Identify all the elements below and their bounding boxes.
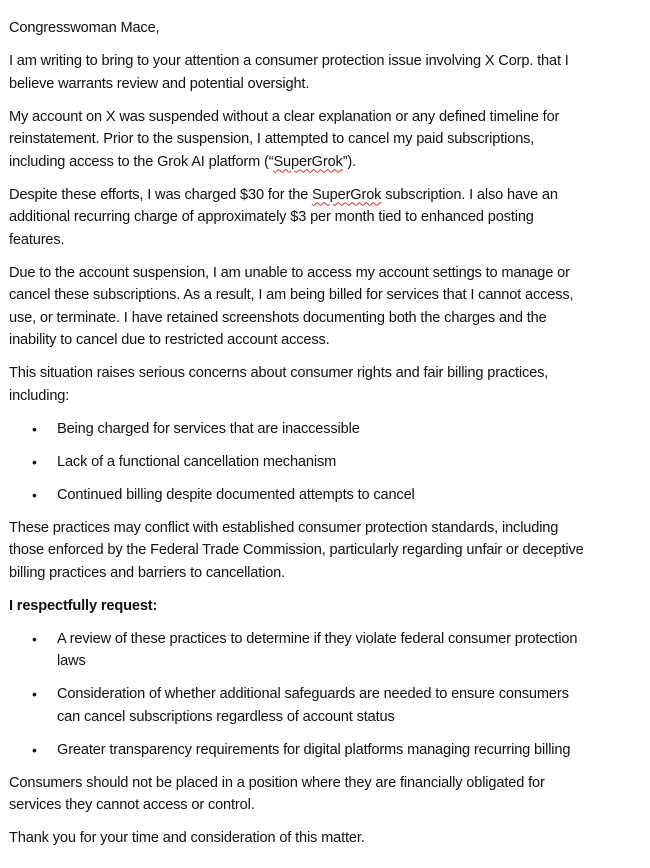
text-line: [9, 772, 584, 795]
text-line: [9, 539, 584, 562]
text-line: [9, 128, 584, 151]
text-segment: Greater transparency requirements for digital platforms managing recurring billing: [57, 741, 571, 758]
spelling-flagged-word: SuperGrok: [273, 153, 343, 170]
paragraph: [9, 362, 584, 407]
text-segment: those enforced by the Federal Trade Commission, particularly regarding unfair or deceptive: [9, 542, 584, 558]
bullet-icon: •: [32, 486, 37, 503]
text-segment: including:: [9, 387, 70, 404]
text-segment: Consumers should not be placed in a position where they are financially obligated for: [9, 774, 545, 791]
text-line: [57, 418, 584, 441]
text-segment: inability to cancel due to restricted account access.: [9, 332, 330, 348]
text-segment: can cancel subscriptions regardless of account status: [57, 708, 395, 725]
paragraph: [9, 827, 584, 850]
text-line: [9, 206, 584, 229]
bullet-item: [9, 418, 584, 441]
text-segment: I respectfully request:: [9, 597, 158, 614]
paragraph: [9, 50, 584, 95]
spelling-flagged-word: SuperGrok: [312, 186, 382, 203]
paragraph: [9, 262, 584, 352]
text-line: [9, 73, 584, 96]
bullet-item: [9, 628, 584, 673]
text-line: [57, 628, 584, 651]
text-segment: Thank you for your time and consideration of this matter.: [9, 830, 365, 846]
text-line: [9, 827, 584, 850]
text-line: [57, 451, 584, 474]
text-segment: subscription. I also have an: [381, 186, 558, 203]
text-segment: ”).: [342, 153, 357, 170]
text-line: [9, 329, 584, 352]
paragraph: [9, 184, 584, 252]
text-line: [9, 17, 584, 40]
text-segment: A review of these practices to determine if they violate federal consumer protection: [57, 630, 578, 647]
text-line: [57, 484, 584, 507]
text-segment: believe warrants review and potential oversight.: [9, 75, 310, 92]
bullet-icon: •: [32, 630, 37, 647]
paragraph: [9, 517, 584, 585]
text-line: [9, 284, 584, 307]
text-line: [57, 650, 584, 673]
text-line: [9, 307, 584, 330]
bullet-item: [9, 683, 584, 728]
text-line: [9, 151, 584, 174]
text-line: [9, 106, 584, 129]
text-segment: additional recurring charge of approximately $3 per month tied to enhanced posting: [9, 209, 534, 225]
text-segment: Consideration of whether additional safeguards are needed to ensure consumers: [57, 686, 569, 702]
text-segment: reinstatement. Prior to the suspension, I attempted to cancel my paid subscriptions,: [9, 131, 535, 147]
text-line: [9, 50, 584, 73]
paragraph: [9, 772, 584, 817]
bullet-item: [9, 484, 584, 507]
bullet-icon: •: [32, 420, 37, 437]
text-line: [57, 683, 584, 706]
text-segment: billing practices and barriers to cancellation.: [9, 564, 286, 581]
bullet-icon: •: [32, 453, 37, 470]
text-line: [9, 362, 584, 385]
bullet-item: [9, 451, 584, 474]
text-segment: This situation raises serious concerns about consumer rights and fair billing practices,: [9, 365, 549, 381]
text-segment: My account on X was suspended without a clear explanation or any defined timeline for: [9, 108, 560, 125]
text-segment: use, or terminate. I have retained screenshots documenting both the charges and the: [9, 309, 547, 326]
text-segment: Continued billing despite documented attempts to cancel: [57, 486, 415, 503]
text-segment: laws: [57, 653, 86, 669]
text-line: [57, 706, 584, 729]
text-line: [57, 739, 584, 762]
paragraph: [9, 17, 584, 40]
bullet-icon: •: [32, 741, 37, 758]
text-line: [9, 562, 584, 585]
bullet-icon: •: [32, 686, 37, 702]
text-segment: Due to the account suspension, I am unable to access my account settings to manage or: [9, 264, 570, 281]
text-line: [9, 262, 584, 285]
text-line: [9, 229, 584, 252]
text-segment: These practices may conflict with established consumer protection standards, including: [9, 519, 559, 536]
text-segment: including access to the Grok AI platform (“: [9, 153, 274, 170]
text-line: [9, 794, 584, 817]
text-line: [9, 385, 584, 408]
bullet-item: [9, 739, 584, 762]
text-segment: features.: [9, 231, 65, 248]
text-line: [9, 184, 584, 207]
paragraph: [9, 595, 584, 618]
text-line: [9, 517, 584, 540]
text-segment: I am writing to bring to your attention a consumer protection issue involving X Corp. that I: [9, 53, 569, 69]
text-segment: Lack of a functional cancellation mechanism: [57, 453, 337, 470]
text-segment: Despite these efforts, I was charged $30 for the: [9, 186, 313, 203]
text-segment: Congresswoman Mace,: [9, 20, 160, 36]
paragraph: [9, 106, 584, 174]
text-line: [9, 595, 584, 618]
text-segment: cancel these subscriptions. As a result, I am being billed for services that I cannot access,: [9, 287, 574, 303]
text-segment: services they cannot access or control.: [9, 797, 255, 813]
text-segment: Being charged for services that are inaccessible: [57, 420, 360, 437]
letter-document: [9, 17, 584, 860]
